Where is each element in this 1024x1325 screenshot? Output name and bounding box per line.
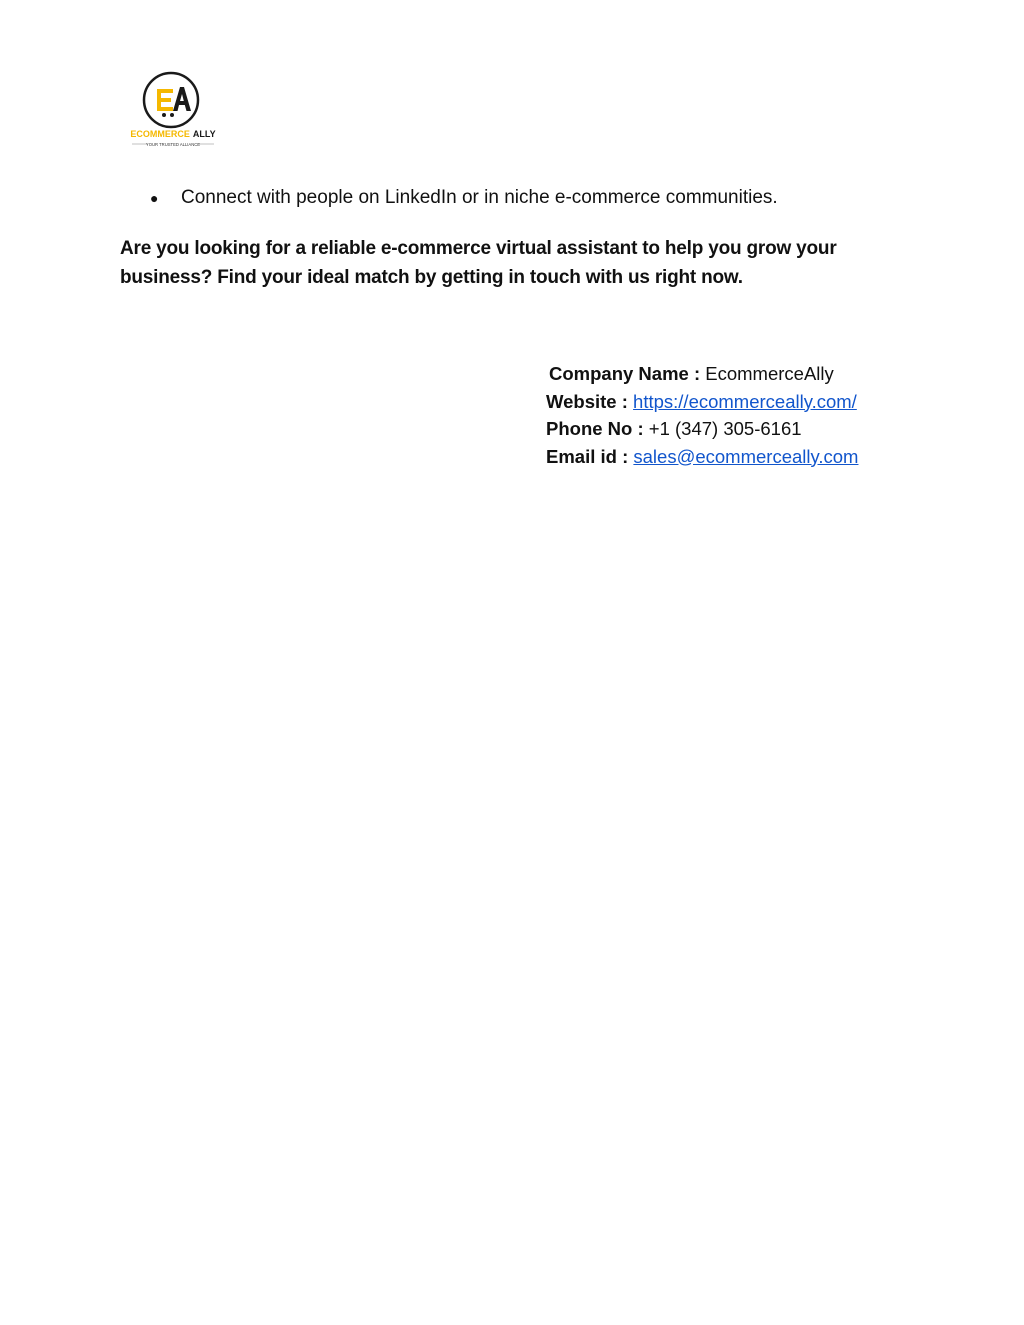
company-name-label: Company Name : — [549, 363, 701, 384]
phone-label: Phone No : — [546, 418, 644, 439]
phone-line — [546, 415, 858, 443]
email-label: Email id : — [546, 445, 629, 467]
bullet-marker: ● — [150, 190, 159, 206]
company-name-value: EcommerceAlly — [705, 363, 834, 384]
email-link[interactable]: sales@ecommerceally.com — [633, 445, 859, 467]
phone-value: +1 (347) 305-6161 — [648, 418, 802, 439]
bullet-list — [150, 185, 778, 211]
logo-tagline: YOUR TRUSTED ALLIANCE — [145, 142, 201, 147]
ecommerce-ally-logo — [128, 68, 218, 150]
website-label: Website : — [546, 390, 628, 412]
website-link[interactable]: https://ecommerceally.com/ — [633, 390, 857, 412]
company-name-line — [546, 360, 858, 388]
call-to-action-paragraph: Are you looking for a reliable e-commerce virtual assistant to help you grow your business? Find your ideal match by getting in touch with us right now. — [120, 238, 837, 288]
website-line — [546, 388, 858, 416]
list-item — [150, 185, 778, 211]
logo-brand-text: ECOMMERCE ALLY — [130, 129, 216, 139]
bullet-text: Connect with people on LinkedIn or in niche e-commerce communities. — [181, 187, 778, 208]
contact-details — [546, 360, 858, 470]
email-line — [546, 443, 858, 471]
